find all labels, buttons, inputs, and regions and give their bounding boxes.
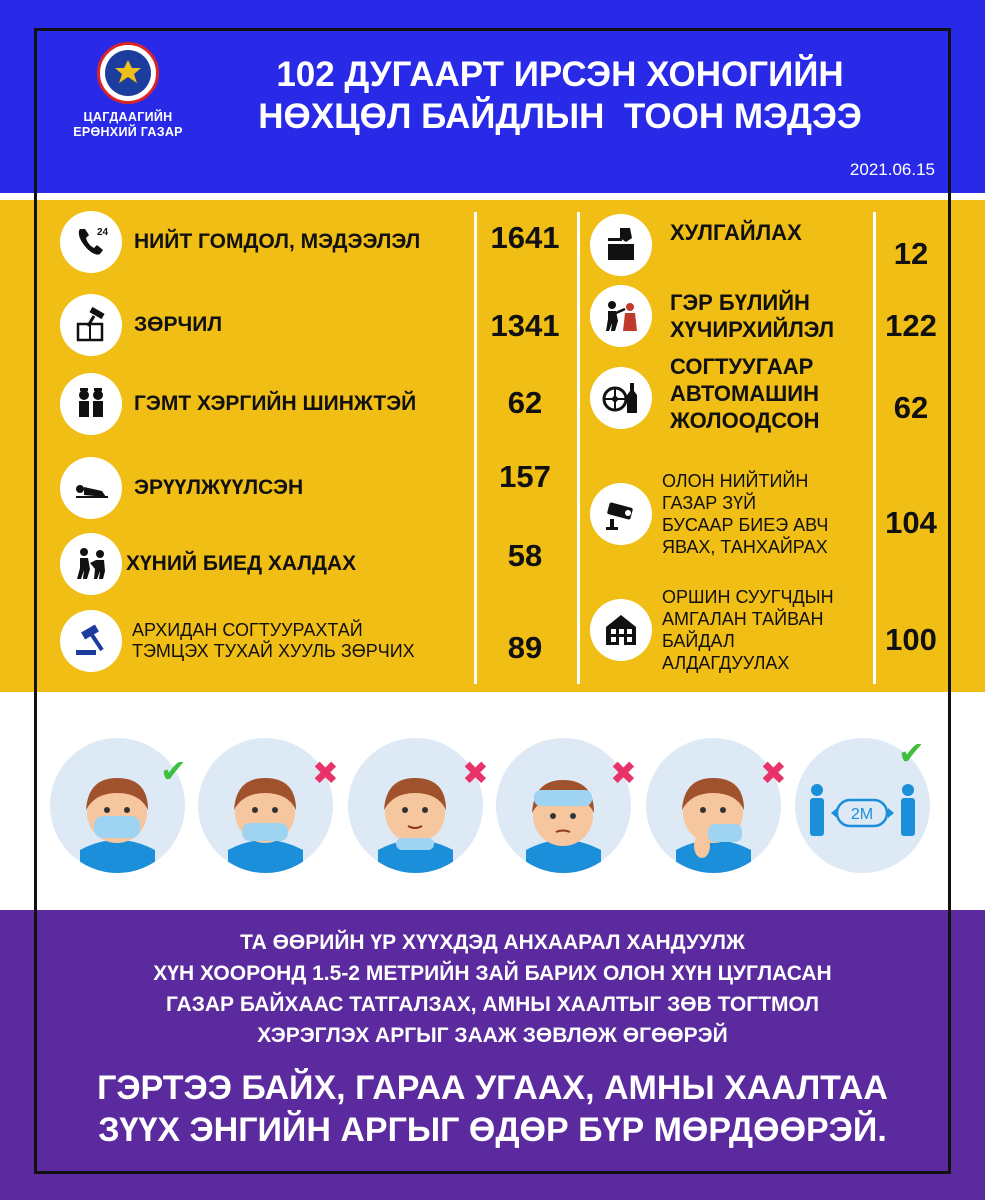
stat-assault-value: 58 [507, 538, 543, 573]
police-emblem-icon [97, 42, 159, 104]
police-logo [58, 42, 198, 140]
stat-complaints-value: 1641 [490, 220, 560, 255]
stat-theft: ХУЛГАЙЛАХ [590, 214, 802, 276]
report-date: 2021.06.15 [849, 160, 935, 179]
stat-public-disorder: ОЛОН НИЙТИЙН ГАЗАР ЗҮЙ БУСААР БИЕЭ АВЧ ЯВАХ, ТАНХАЙРАХ [590, 470, 828, 558]
stat-violations: ЗӨРЧИЛ [60, 294, 222, 356]
stat-violations-value: 1341 [490, 308, 560, 343]
gavel-icon [60, 610, 122, 672]
cross-icon: ✖ [462, 755, 489, 791]
stat-crime-signs-value: 62 [507, 385, 543, 420]
lying-person-icon [60, 457, 122, 519]
advice-text: ТА ӨӨРИЙН ҮР ХҮҮХДЭД АНХААРАЛ ХАНДУУЛЖ ХҮН ХООРОНД 1.5-2 МЕТРИЙН ЗАЙ БАРИХ ОЛОН ХҮН ЦУГЛАСАН ГАЗАР БАЙХААС ТАТГАЛЗАХ, АМНЫ ХААЛТЫГ ЗӨВ ТОГТМОЛ ХЭРЭГЛЭХ АРГЫГ ЗААЖ ЗӨВЛӨЖ ӨГӨӨРЭЙ [153, 931, 832, 1047]
stat-assault: ХҮНИЙ БИЕД ХАЛДАХ [60, 533, 356, 595]
cross-icon: ✖ [312, 755, 339, 791]
stat-torture-value: 157 [499, 459, 551, 494]
gavel-book-icon [60, 294, 122, 356]
stat-drunk-driving: СОГТУУГААР АВТОМАШИН ЖОЛООДСОН [590, 353, 820, 434]
slogan-text: ГЭРТЭЭ БАЙХ, ГАРАА УГААХ, АМНЫ ХААЛТАА ЗҮҮХ ЭНГИЙН АРГЫГ ӨДӨР БҮР МӨРДӨӨРЭЙ. [97, 1069, 888, 1149]
police-officers-icon [60, 373, 122, 435]
stat-peace-disturbance-value: 100 [885, 622, 937, 657]
stat-alcohol-law: АРХИДАН СОГТУУРАХТАЙ ТЭМЦЭХ ТУХАЙ ХУУЛЬ ЗӨРЧИХ [60, 610, 415, 672]
apartment-building-icon [590, 599, 652, 661]
security-camera-icon [590, 483, 652, 545]
divider-right [873, 212, 876, 684]
stat-complaints: 24 НИЙТ ГОМДОЛ, МЭДЭЭЛЭЛ [60, 211, 420, 273]
org-name-line2: ЕРӨНХИЙ ГАЗАР [73, 125, 183, 139]
stat-alcohol-law-value: 89 [507, 630, 543, 665]
drunk-driving-icon [590, 367, 652, 429]
org-name-line1: ЦАГДААГИЙН [83, 110, 173, 124]
stat-peace-disturbance: ОРШИН СУУГЧДЫН АМГАЛАН ТАЙВАН БАЙДАЛ АЛДАГДУУЛАХ [590, 586, 834, 674]
stat-torture: ЭРҮҮЛЖҮҮЛСЭН [60, 457, 303, 519]
stat-drunk-driving-value: 62 [893, 390, 929, 425]
cross-icon: ✖ [610, 755, 637, 791]
fighting-people-icon [60, 533, 122, 595]
page-title: 102 ДУГААРТ ИРСЭН ХОНОГИЙН НӨХЦӨЛ БАЙДЛЫН ТООН МЭДЭЭ [258, 55, 862, 136]
check-icon: ✔ [898, 735, 925, 771]
divider-left [474, 212, 477, 684]
cross-icon: ✖ [760, 755, 787, 791]
stat-theft-value: 12 [893, 236, 929, 271]
stat-crime-signs: ГЭМТ ХЭРГИЙН ШИНЖТЭЙ [60, 373, 416, 435]
svg-text:24: 24 [97, 227, 109, 238]
theft-hand-icon [590, 214, 652, 276]
stat-domestic-violence-value: 122 [885, 308, 937, 343]
divider-middle [577, 212, 580, 684]
distance-label: 2M [850, 806, 874, 823]
check-icon: ✔ [160, 753, 187, 789]
stat-public-disorder-value: 104 [885, 505, 937, 540]
stat-domestic-violence: ГЭР БҮЛИЙН ХҮЧИРХИЙЛЭЛ [590, 285, 834, 347]
mask-guide [0, 700, 985, 910]
domestic-violence-icon [590, 285, 652, 347]
phone-24-icon [60, 211, 122, 273]
